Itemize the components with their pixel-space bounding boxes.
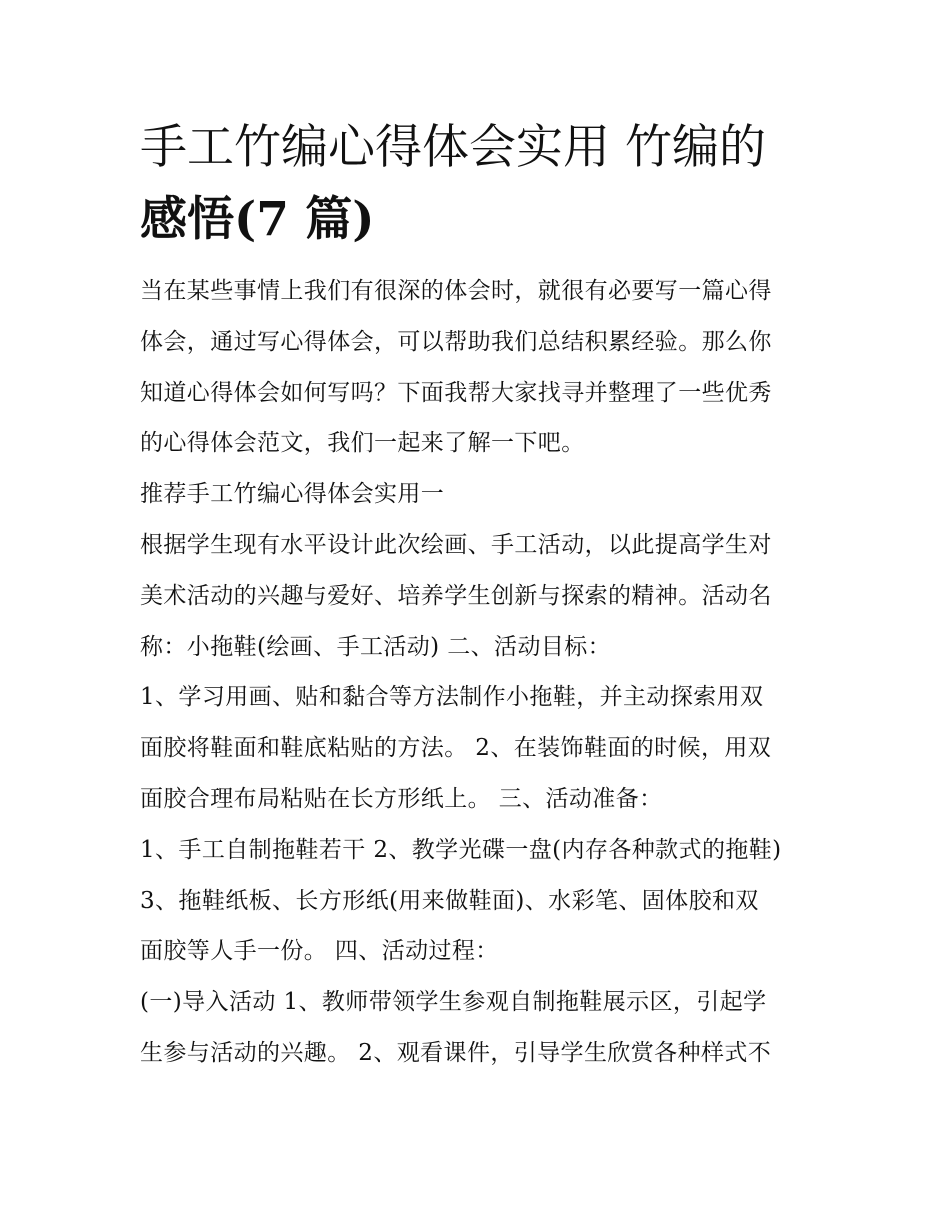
body-line: 的心得体会范文，我们一起来了解一下吧。 — [140, 430, 585, 457]
body-line: 面胶合理布局粘贴在长方形纸上。 三、活动准备： — [140, 785, 663, 812]
body-line: 1、手工自制拖鞋若干 2、教学光碟一盘(内存各种款式的拖鞋) — [140, 836, 782, 863]
title-line-1: 手工竹编心得体会实用 竹编的 — [140, 120, 766, 175]
body-line: 根据学生现有水平设计此次绘画、手工活动，以此提高学生对 — [140, 531, 772, 558]
body-line: 1、学习用画、贴和黏合等方法制作小拖鞋，并主动探索用双 — [140, 684, 764, 711]
document-title — [140, 112, 820, 256]
body-line: 3、拖鞋纸板、长方形纸(用来做鞋面)、水彩笔、固体胶和双 — [140, 887, 759, 914]
body-line: 美术活动的兴趣与爱好、培养学生创新与探索的精神。活动名 — [140, 582, 772, 609]
body-line: 面胶将鞋面和鞋底粘贴的方法。 2、在装饰鞋面的时候，用双 — [140, 735, 772, 762]
body-line: 知道心得体会如何写吗？下面我帮大家找寻并整理了一些优秀 — [140, 379, 772, 406]
body-line: (一)导入活动 1、教师带领学生参观自制拖鞋展示区，引起学 — [140, 989, 767, 1016]
body-line: 当在某些事情上我们有很深的体会时，就很有必要写一篇心得 — [140, 278, 772, 304]
document-body — [140, 266, 820, 1079]
body-line: 面胶等人手一份。 四、活动过程： — [140, 938, 499, 965]
title-line-2: 感悟(7 篇) — [140, 192, 375, 247]
document-content — [140, 112, 820, 1079]
body-line: 生参与活动的兴趣。 2、观看课件，引导学生欣赏各种样式不 — [140, 1039, 772, 1066]
body-line: 称：小拖鞋(绘画、手工活动) 二、活动目标： — [140, 633, 612, 660]
section-heading: 推荐手工竹编心得体会实用一 — [140, 481, 445, 508]
body-line: 体会，通过写心得体会，可以帮助我们总结积累经验。那么你 — [140, 328, 772, 355]
